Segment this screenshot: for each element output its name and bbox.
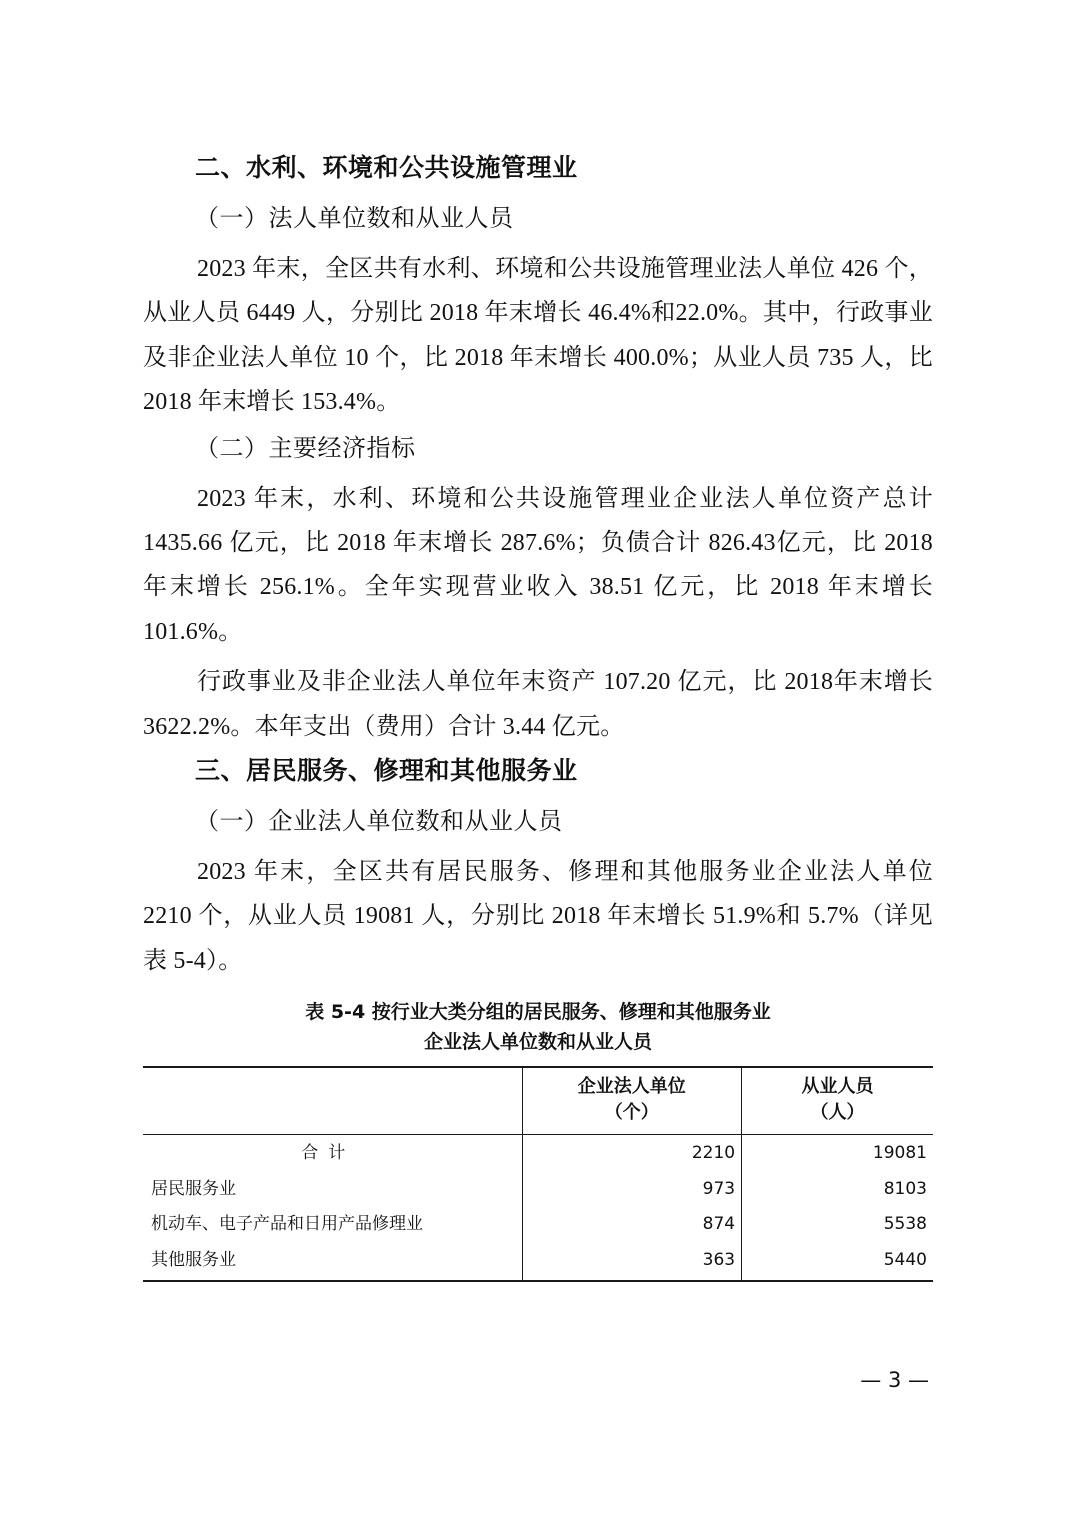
table-cell-units: 363	[522, 1243, 742, 1282]
table-col-header-employees	[742, 1067, 933, 1135]
page-number: — 3 —	[860, 1368, 929, 1392]
table-row	[143, 1135, 933, 1172]
table-caption-line1: 表 5-4 按行业大类分组的居民服务、修理和其他服务业	[305, 1001, 771, 1024]
table-row-label: 其他服务业	[143, 1243, 522, 1282]
subsection-heading-2-2: （二）主要经济指标	[195, 435, 416, 462]
table-row	[143, 1207, 933, 1243]
table-row-label: 合计	[143, 1135, 522, 1172]
table-col-header-units-title: 企业法人单位	[577, 1075, 686, 1097]
table-row	[143, 1172, 933, 1208]
subsection-heading-2-1: （一）法人单位数和从业人员	[195, 206, 514, 232]
table-row-label: 居民服务业	[143, 1172, 522, 1208]
table-caption-line2: 企业法人单位数和从业人员	[423, 1031, 652, 1054]
table-col-header-units-unit: （个）	[604, 1101, 659, 1123]
table-col-header-employees-unit: （人）	[810, 1101, 865, 1123]
table-cell-units: 973	[522, 1172, 742, 1208]
subsection-heading-3-1: （一）企业法人单位数和从业人员	[195, 808, 563, 835]
table-cell-units: 2210	[522, 1135, 742, 1172]
paragraph-2-3: 行政事业及非企业法人单位年末资产 107.20 亿元，比 2018年末增长 3622.2%。本年支出（费用）合计 3.44 亿元。	[143, 669, 933, 740]
table-header	[143, 1067, 933, 1135]
table-header-row	[143, 1067, 933, 1135]
table-row-label: 机动车、电子产品和日用产品修理业	[143, 1207, 522, 1243]
paragraph-2-2: 2023 年末，水利、环境和公共设施管理业企业法人单位资产总计 1435.66 亿元，比 2018 年末增长 287.6%；负债合计 826.43亿元，比 2018 年末增长 256.1%。全年实现营业收入 38.51 亿元，比 2018 年末增长 101.6%。	[143, 485, 933, 645]
table-body	[143, 1135, 933, 1282]
section-heading-3: 三、居民服务、修理和其他服务业	[195, 755, 578, 785]
table-row	[143, 1243, 933, 1282]
table-cell-employees: 8103	[883, 1178, 927, 1199]
table-caption	[143, 997, 933, 1058]
table-cell-employees: 5440	[742, 1243, 933, 1282]
table-cell-units: 874	[522, 1207, 742, 1243]
section-heading-2: 二、水利、环境和公共设施管理业	[195, 153, 578, 182]
table-5-4	[143, 1066, 933, 1282]
table-cell-employees: 19081	[872, 1143, 927, 1164]
table-col-header-employees-title: 从业人员	[801, 1075, 874, 1097]
table-cell-employees: 5538	[883, 1214, 927, 1235]
paragraph-2-1: 2023 年末，全区共有水利、环境和公共设施管理业法人单位 426 个，从业人员 6449 人，分别比 2018 年末增长 46.4%和22.0%。其中，行政事业及非企业法人单位 10 个，比 2018 年末增长 400.0%；从业人员 735 人，比 2018 年末增长 153.4%。	[143, 256, 933, 416]
paragraph-3-1: 2023 年末，全区共有居民服务、修理和其他服务业企业法人单位 2210 个，从业人员 19081 人，分别比 2018 年末增长 51.9%和 5.7%（详见表 5-4）。	[143, 858, 933, 974]
page-content	[143, 150, 933, 1282]
table-col-header-units	[522, 1067, 742, 1135]
table-col-header-blank	[143, 1067, 522, 1135]
